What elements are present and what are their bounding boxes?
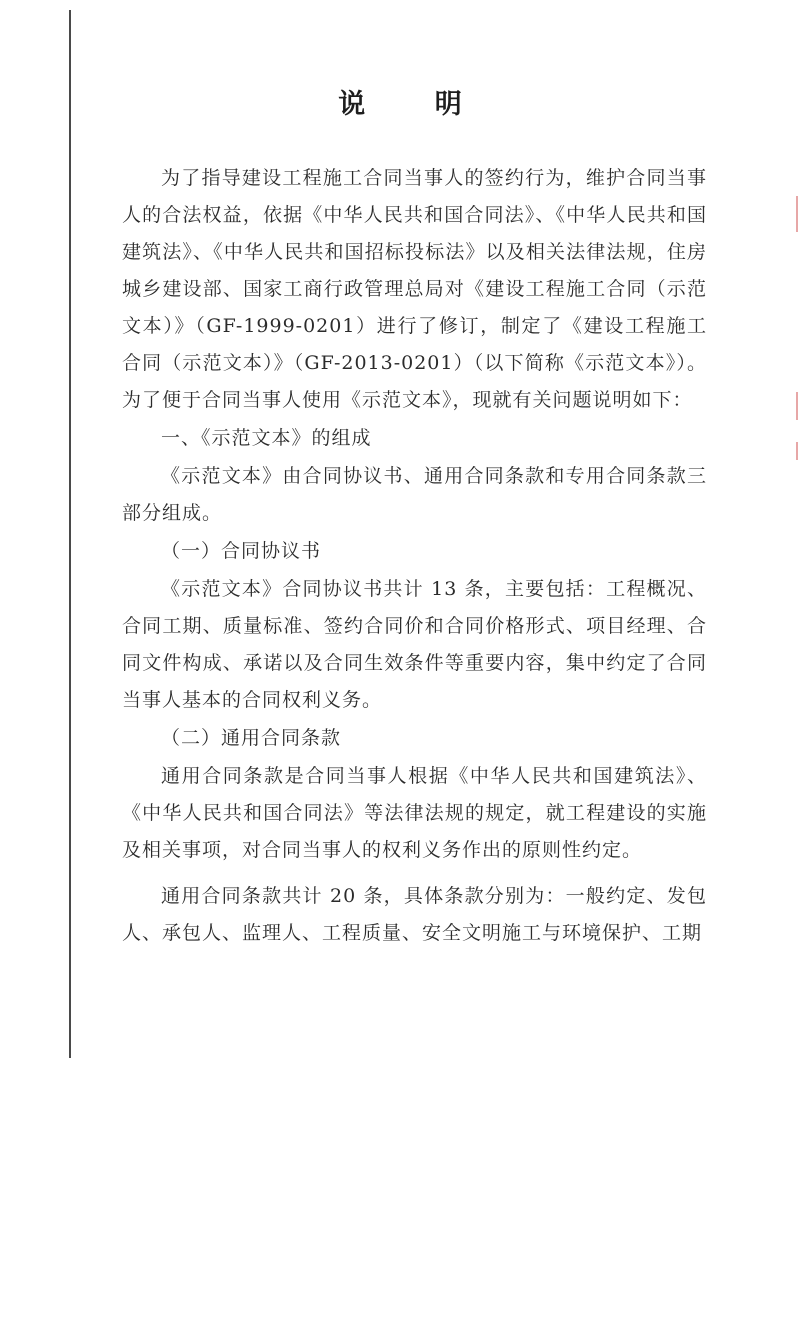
intro-paragraph: 为了指导建设工程施工合同当事人的签约行为，维护合同当事人的合法权益，依据《中华人民共和国合同法》、《中华人民共和国建筑法》、《中华人民共和国招标投标法》以及相关法律法规，住房城乡建设部、国家工商行政管理总局对《建设工程施工合同（示范文本）》（GF-1999-0201）进行了修订，制定了《建设工程施工合同（示范文本）》（GF-2013-0201）（以下简称《示范文本》）。为了便于合同当事人使用《示范文本》，现就有关问题说明如下： [122,167,707,411]
agreement-paragraph: 《示范文本》合同协议书共计 13 条，主要包括：工程概况、合同工期、质量标准、签约合同价和合同价格形式、项目经理、合同文件构成、承诺以及合同生效条件等重要内容，集中约定了合同当事人基本的合同权利义务。 [122,578,707,711]
subsection-heading-agreement: （一）合同协议书 [161,540,322,562]
document-body [122,160,707,952]
composition-paragraph: 《示范文本》由合同协议书、通用合同条款和专用合同条款三部分组成。 [122,465,707,524]
binding-line [69,10,71,1058]
edge-mark [796,442,798,460]
edge-mark [796,392,798,420]
section-heading-composition: 一、《示范文本》的组成 [161,427,372,449]
subsection-heading-general-terms: （二）通用合同条款 [161,727,342,749]
edge-mark [796,196,798,232]
general-terms-list-paragraph: 通用合同条款共计 20 条，具体条款分别为：一般约定、发包人、承包人、监理人、工程质量、安全文明施工与环境保护、工期 [122,885,707,944]
page-title: 说 明 [338,89,492,120]
general-terms-paragraph: 通用合同条款是合同当事人根据《中华人民共和国建筑法》、《中华人民共和国合同法》等法律法规的规定，就工程建设的实施及相关事项，对合同当事人的权利义务作出的原则性约定。 [122,765,707,861]
